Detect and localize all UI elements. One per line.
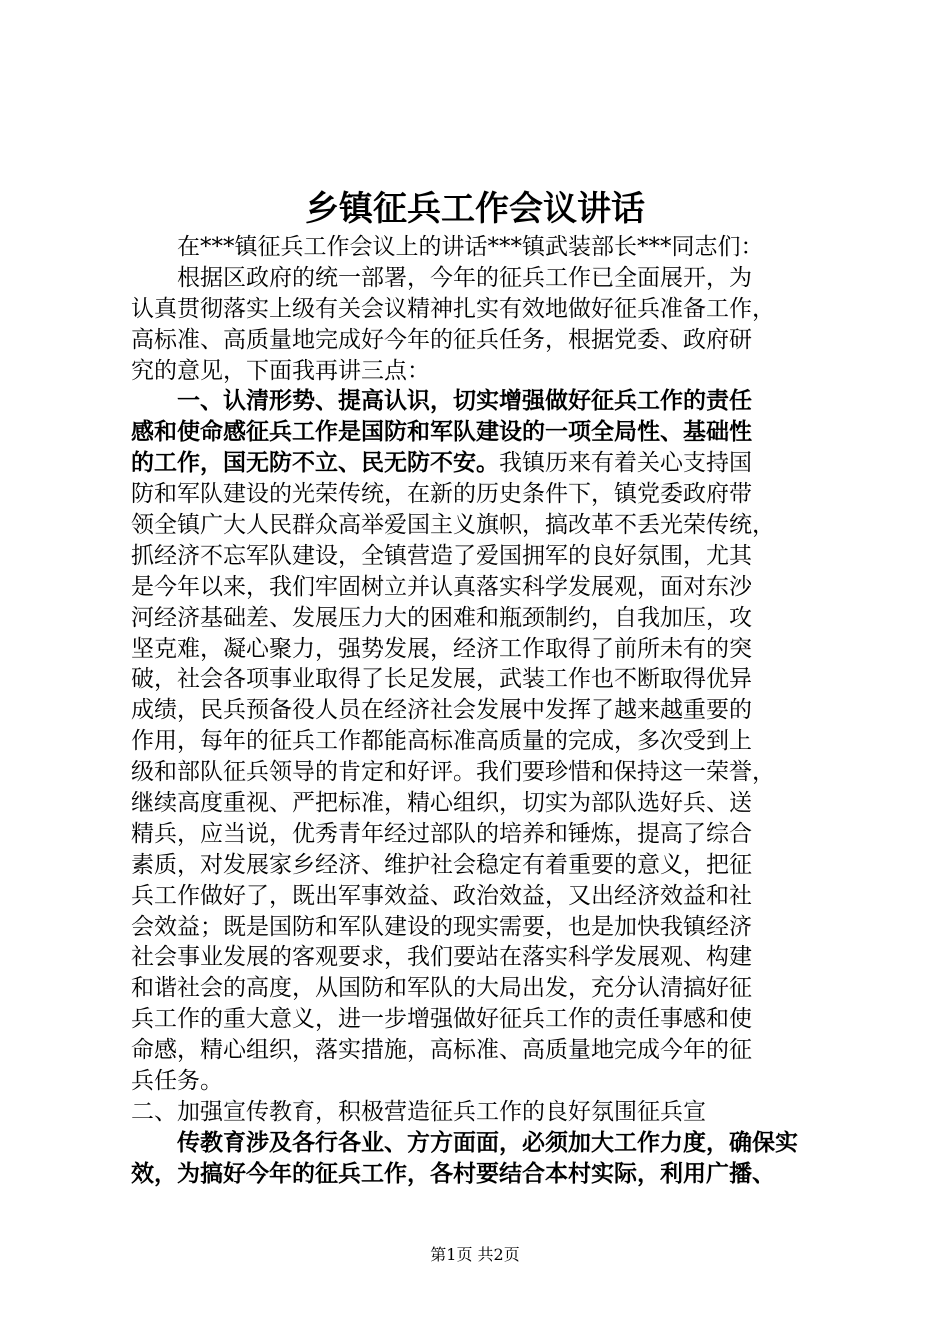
body-line: 兵工作做好了，既出军事效益、政治效益，又出经济效益和社 [131,882,752,909]
body-line: 破，社会各项事业取得了长足发展，武装工作也不断取得优异 [131,666,752,693]
body-line: 二、加强宣传教育，积极营造征兵工作的良好氛围征兵宣 [131,1098,706,1125]
body-line: 是今年以来，我们牢固树立并认真落实科学发展观，面对东沙 [131,573,752,600]
body-line: 继续高度重视、严把标准，精心组织，切实为部队选好兵、送 [131,790,752,817]
section-heading-line [131,1190,851,1221]
document-title: 乡镇征兵工作会议讲话 [305,189,645,229]
section-heading-line: 感和使命感征兵工作是国防和军队建设的一项全局性、基础性 [131,418,752,446]
body-line: 和谐社会的高度，从国防和军队的大局出发，充分认清搞好征 [131,975,752,1002]
body-line: 成绩，民兵预备役人员在经济社会发展中发挥了越来越重要的 [131,697,752,724]
body-line: 在***镇征兵工作会议上的讲话***镇武装部长***同志们： [177,234,764,260]
body-line: 会效益；既是国防和军队建设的现实需要，也是加快我镇经济 [131,913,752,940]
body-line: 坚克难，凝心聚力，强势发展，经济工作取得了前所未有的突 [131,635,752,662]
body-line: 高标准、高质量地完成好今年的征兵任务，根据党委、政府研 [131,326,752,353]
body-line: 认真贯彻落实上级有关会议精神扎实有效地做好征兵准备工作， [131,295,775,322]
section-heading-line: 效，为搞好今年的征兵工作，各村要结合本村实际，利用广播、 [131,1159,775,1187]
body-line: 兵工作的重大意义，进一步增强做好征兵工作的责任事感和使 [131,1006,752,1033]
section-heading-line: 传教育涉及各行各业、方方面面，必须加大工作力度，确保实 [177,1128,798,1156]
page-footer: 第1页 共2页 [430,1245,520,1264]
body-line-tail: 我镇历来有着关心支持国 [499,450,752,477]
body-line: 命感，精心组织，落实措施，高标准、高质量地完成今年的征 [131,1037,752,1064]
body-line: 素质，对发展家乡经济、维护社会稳定有着重要的意义，把征 [131,851,752,878]
body-line: 精兵，应当说，优秀青年经过部队的培养和锤炼，提高了综合 [131,820,752,847]
body-line: 抓经济不忘军队建设，全镇营造了爱国拥军的良好氛围，尤其 [131,542,752,569]
section-heading-line: 一、认清形势、提高认识，切实增强做好征兵工作的责任 [177,387,752,415]
body-line: 领全镇广大人民群众高举爱国主义旗帜，搞改革不丢光荣传统， [131,512,775,539]
body-line: 兵任务。 [131,1068,223,1095]
body-line [131,448,851,479]
body-line: 作用，每年的征兵工作都能高标准高质量的完成，多次受到上 [131,728,752,755]
body-line: 防和军队建设的光荣传统，在新的历史条件下，镇党委政府带 [131,481,752,508]
body-line: 级和部队征兵领导的肯定和好评。我们要珍惜和保持这一荣誉， [131,759,775,786]
body-line: 究的意见，下面我再讲三点： [131,357,430,384]
section-heading-line: 的工作，国无防不立、民无防不安。 [131,449,499,477]
body-line: 河经济基础差、发展压力大的困难和瓶颈制约，自我加压，攻 [131,604,752,631]
body-line: 根据区政府的统一部署，今年的征兵工作已全面展开，为 [177,264,752,291]
document-body [131,232,851,1221]
body-line: 社会事业发展的客观要求，我们要站在落实科学发展观、构建 [131,944,752,971]
